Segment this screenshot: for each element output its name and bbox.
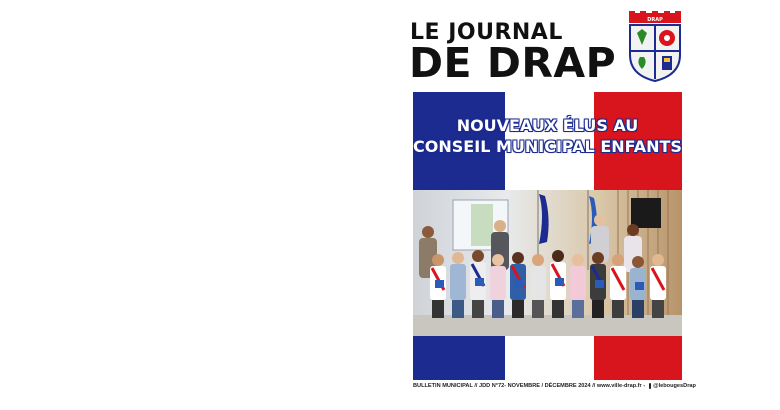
cover-headline-line1: NOUVEAUX ÉLUS AU [456, 116, 639, 135]
cover-headline-line2: CONSEIL MUNICIPAL ENFANTS [413, 137, 682, 156]
cover-flag-panel [413, 92, 682, 380]
coat-of-arms-icon [627, 11, 683, 83]
masthead-line2: DE DRAP [409, 39, 617, 87]
masthead-line1: LE JOURNAL [410, 20, 563, 45]
group-photo [413, 190, 682, 336]
crest-label: DRAP [647, 17, 663, 23]
instagram-icon [649, 383, 651, 389]
footer-text: BULLETIN MUNICIPAL // JDD N°72- NOVEMBRE / DÉCEMBRE 2024 // www.ville-drap.fr - [413, 383, 646, 389]
cover-footer [413, 383, 696, 389]
footer-social-handle: @lebougesDrap [653, 383, 696, 389]
